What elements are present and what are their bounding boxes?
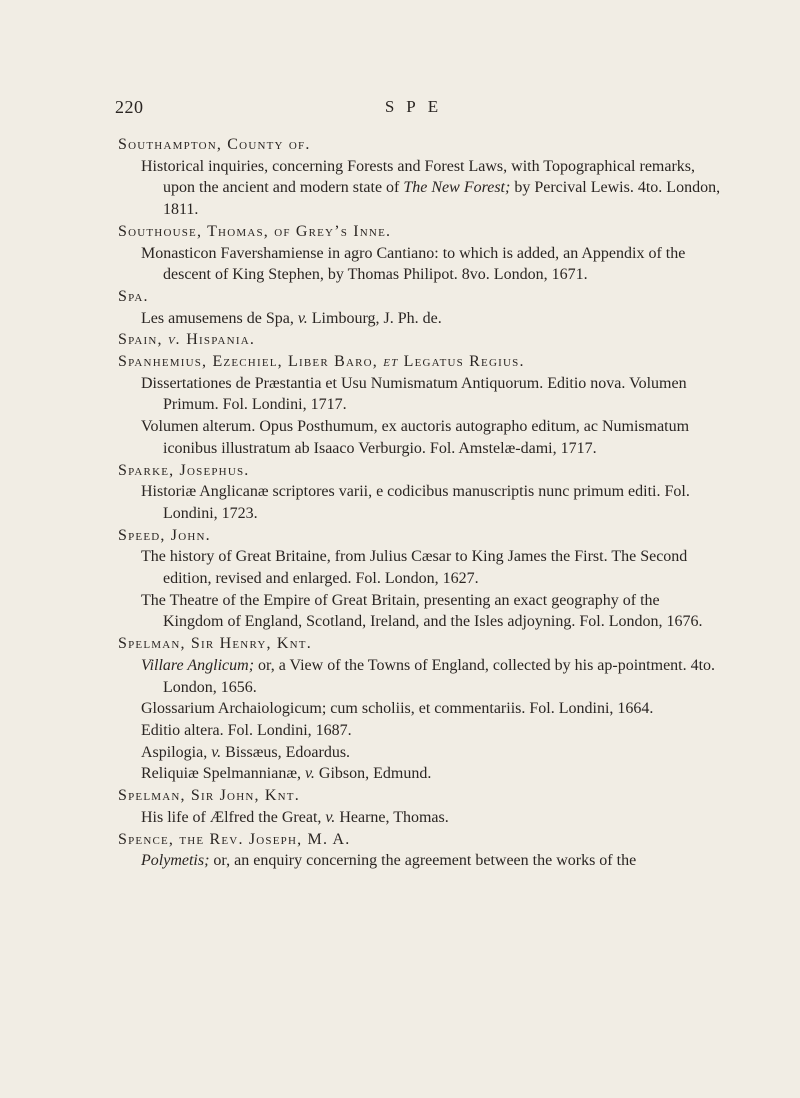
entry-item: Historical inquiries, concerning Forests and Forest Laws, with Topographical remarks, upon the ancient and modern state of The New Forest; by Percival Lewis. 4to. London, 1811.: [141, 157, 721, 219]
entry-heading: Southampton, County of.: [118, 136, 311, 153]
entry: [118, 633, 723, 785]
entry-heading: Spence, the Rev. Joseph, M. A.: [118, 830, 351, 848]
entry: [118, 221, 723, 286]
entry-item: Historiæ Anglicanæ scriptores varii, e codicibus manuscriptis nunc primum editi. Fol. Londini, 1723.: [141, 483, 690, 522]
page-number: 220: [115, 97, 144, 117]
entry: [118, 351, 723, 460]
entry-item: Les amusemens de Spa, v. Limbourg, J. Ph. de.: [141, 309, 442, 327]
entry-item: Aspilogia, v. Bissæus, Edoardus.: [141, 743, 351, 761]
entry-heading: Sparke, Josephus.: [118, 461, 250, 479]
entry-heading: Spelman, Sir John, Knt.: [118, 787, 300, 805]
entry-item: Editio altera. Fol. Londini, 1687.: [141, 721, 352, 739]
entry-item: Volumen alterum. Opus Posthumum, ex auctoris autographo editum, ac Numismatum iconibus illustratum ab Isaaco Verburgio. Fol. Amstelæ-dami, 1717.: [141, 418, 690, 457]
entry-item: Reliquiæ Spelmannianæ, v. Gibson, Edmund.: [141, 765, 432, 783]
entry-item: Villare Anglicum; or, a View of the Towns of England, collected by his ap-pointment. 4to. London, 1656.: [141, 656, 716, 696]
entry: [118, 785, 723, 828]
entry: [118, 329, 723, 351]
entry-heading: Spanhemius, Ezechiel, Liber Baro, et Legatus Regius.: [118, 353, 525, 371]
entry-item: Glossarium Archaiologicum; cum scholiis, et commentariis. Fol. Londini, 1664.: [141, 700, 654, 718]
entry-item: The history of Great Britaine, from Julius Cæsar to King James the First. The Second edition, revised and enlarged. Fol. London, 1627.: [141, 548, 688, 588]
running-head: SPE: [384, 97, 451, 116]
page-header: [115, 97, 720, 125]
entry-item: Polymetis; or, an enquiry concerning the agreement between the works of the: [141, 852, 637, 870]
entry: [118, 134, 723, 221]
entry: [118, 460, 723, 525]
index-entries: [118, 134, 723, 872]
entry: [118, 829, 723, 872]
show-through-text: [195, 1000, 715, 1022]
entry-heading: Spelman, Sir Henry, Knt.: [118, 635, 312, 653]
entry-heading: Spa.: [118, 287, 149, 305]
entry: [118, 286, 723, 329]
entry-heading: Speed, John.: [118, 526, 211, 544]
entry-heading: Spain, v. Hispania.: [118, 331, 256, 349]
entry-item: His life of Ælfred the Great, v. Hearne, Thomas.: [141, 808, 449, 826]
entry-item: The Theatre of the Empire of Great Britain, presenting an exact geography of the Kingdom of England, Scotland, Ireland, and the Isles adjoyning. Fol. London, 1676.: [141, 591, 703, 631]
entry-heading: Southouse, Thomas, of Grey’s Inne.: [118, 222, 392, 240]
entry-item: Monasticon Favershamiense in agro Cantiano: to which is added, an Appendix of the descent of King Stephen, by Thomas Philipot. 8vo. London, 1671.: [141, 244, 686, 284]
entry: [118, 525, 723, 634]
entry-item: Dissertationes de Præstantia et Usu Numismatum Antiquorum. Editio nova. Volumen Primum. Fol. Londini, 1717.: [141, 374, 687, 414]
